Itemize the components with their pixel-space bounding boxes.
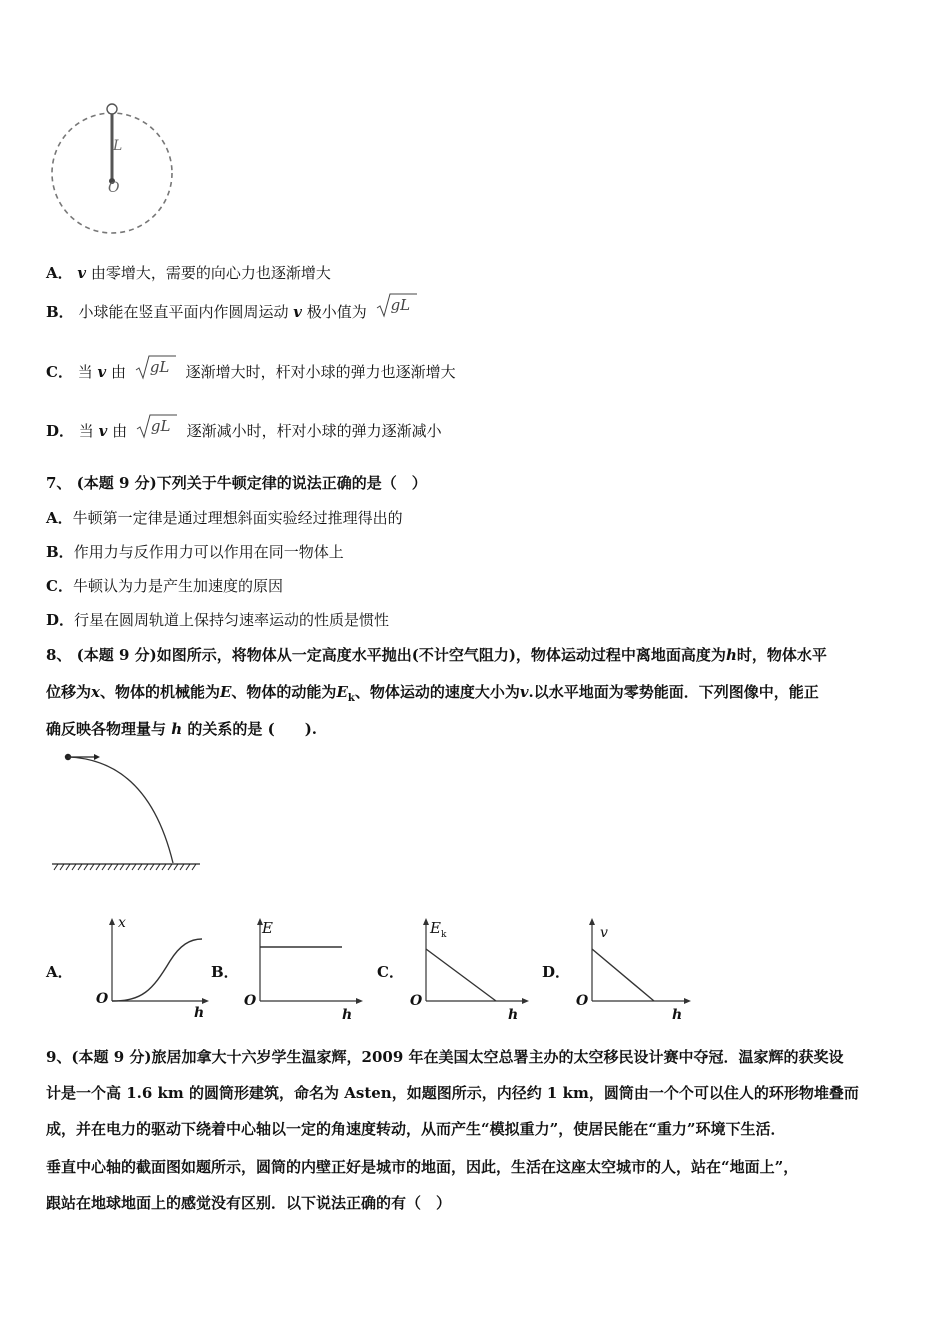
option-text: 作用力与反作用力可以作用在同一物体上 bbox=[73, 543, 344, 561]
q8-text: 时，物体水平 bbox=[736, 646, 827, 664]
q8-text: 确反映各物理量与 bbox=[46, 720, 167, 738]
q8-text: 8、 (本题 9 分)如图所示，将物体从一定高度水平抛出(不计空气阻力)，物体运动过程中离地面高度为 bbox=[46, 646, 726, 664]
origin-label: O bbox=[410, 993, 423, 1009]
option-label: B． bbox=[46, 543, 74, 561]
q8-text: .以水平地面为零势能面．下列图像中，能正 bbox=[528, 683, 819, 701]
option-label: A． bbox=[46, 264, 73, 282]
variable-v: v bbox=[98, 422, 108, 440]
x-axis-label: h bbox=[672, 1007, 683, 1023]
q7-option-b bbox=[46, 541, 344, 562]
projectile-figure bbox=[48, 745, 208, 875]
q7-option-c bbox=[46, 575, 283, 596]
variable-v: v bbox=[293, 303, 302, 321]
variable-E: E bbox=[219, 683, 232, 701]
sqrt-radicand: gL bbox=[150, 417, 171, 435]
variable-x: x bbox=[91, 683, 100, 701]
variable-Ek: E bbox=[336, 683, 348, 701]
graph-c bbox=[406, 915, 531, 1025]
q8-text: 、物体的动能为 bbox=[231, 683, 337, 701]
graph-option-d-label: D． bbox=[542, 963, 571, 981]
option-label: C． bbox=[46, 577, 73, 595]
option-text: 由 bbox=[111, 363, 127, 381]
q8-text: 的关系的是 ( ). bbox=[187, 720, 318, 738]
q8-text: 位移为 bbox=[46, 683, 92, 701]
option-text: 由零增大，需要的向心力也逐渐增大 bbox=[90, 264, 331, 282]
option-label: C． bbox=[46, 363, 73, 381]
graph-a bbox=[92, 915, 212, 1025]
sqrt-radicand: gL bbox=[149, 358, 170, 376]
sqrt-gl bbox=[136, 413, 178, 439]
option-label: B． bbox=[46, 303, 74, 321]
variable-h: h bbox=[725, 646, 737, 664]
option-text: 牛顿第一定律是通过理想斜面实验经过推理得出的 bbox=[72, 509, 403, 527]
vertical-circle-figure bbox=[40, 95, 185, 245]
q9-line-2: 计是一个高 1.6 km 的圆筒形建筑，命名为 Asten，如题图所示，内径约 1 km，圆筒由一个个可以住人的环形物堆叠而 bbox=[46, 1084, 859, 1102]
sqrt-gl bbox=[376, 292, 418, 318]
option-text: 极小值为 bbox=[306, 303, 367, 321]
y-axis-label: v bbox=[600, 925, 608, 941]
q8-stem-line3 bbox=[46, 718, 317, 739]
origin-label: O bbox=[576, 993, 589, 1009]
variable-h: h bbox=[171, 720, 183, 738]
q9-line-3: 成，并在电力的驱动下绕着中心轴以一定的角速度转动，从而产生“模拟重力”，使居民能在“重力”环境下生活． bbox=[46, 1120, 786, 1138]
subscript-k: k bbox=[347, 693, 355, 704]
q9-line-4: 垂直中心轴的截面图如题所示，圆筒的内壁正好是城市的地面，因此，生活在这座太空城市的人，站在“地面上”， bbox=[46, 1158, 799, 1176]
x-axis-label: h bbox=[508, 1007, 519, 1023]
option-text: 由 bbox=[112, 422, 128, 440]
option-label: D． bbox=[46, 422, 75, 440]
q6-option-c bbox=[46, 360, 456, 386]
origin-label: O bbox=[96, 991, 109, 1007]
option-text-pre: 当 bbox=[78, 422, 94, 440]
option-label: D． bbox=[46, 611, 75, 629]
x-axis-label: h bbox=[342, 1007, 353, 1023]
q9-line-5: 跟站在地球地面上的感觉没有区别．以下说法正确的有（ ） bbox=[46, 1194, 452, 1212]
q8-stem-line1 bbox=[46, 644, 827, 665]
q7-stem: 7、 (本题 9 分)下列关于牛顿定律的说法正确的是（ ） bbox=[46, 474, 427, 492]
option-text-post: 逐渐增大时，杆对小球的弹力也逐渐增大 bbox=[185, 363, 456, 381]
sqrt-radicand: gL bbox=[390, 296, 411, 314]
graph-d bbox=[572, 915, 697, 1025]
origin-label: O bbox=[244, 993, 257, 1009]
sqrt-gl bbox=[135, 354, 177, 380]
x-axis-label: h bbox=[194, 1005, 205, 1021]
q6-option-d bbox=[46, 419, 442, 445]
q9-line-1: 9、(本题 9 分)旅居加拿大十六岁学生温家辉，2009 年在美国太空总署主办的太空移民设计赛中夺冠．温家辉的获奖设 bbox=[46, 1048, 844, 1066]
option-text-pre: 当 bbox=[77, 363, 93, 381]
q8-stem-line2 bbox=[46, 681, 819, 704]
q6-option-b bbox=[46, 296, 422, 326]
graph-option-a-label: A． bbox=[46, 963, 73, 981]
option-text-pre: 小球能在竖直平面内作圆周运动 bbox=[78, 303, 289, 321]
graph-option-b-label: B． bbox=[211, 963, 239, 981]
graph-b bbox=[240, 915, 365, 1025]
option-label: A． bbox=[46, 509, 73, 527]
rod-label: L bbox=[113, 138, 123, 154]
variable-v: v bbox=[97, 363, 107, 381]
q7-option-d bbox=[46, 609, 389, 630]
variable-v: v bbox=[77, 264, 87, 282]
graph-option-c-label: C． bbox=[377, 963, 404, 981]
y-axis-label: $E_k$ bbox=[430, 919, 447, 940]
q7-option-a bbox=[46, 507, 403, 528]
y-axis-label: E bbox=[262, 919, 273, 937]
option-text: 行星在圆周轨道上保持匀速率运动的性质是惯性 bbox=[74, 611, 390, 629]
q8-text: 、物体运动的速度大小为 bbox=[354, 683, 520, 701]
center-label: O bbox=[108, 180, 120, 196]
variable-v: v bbox=[519, 683, 529, 701]
option-text-post: 逐渐减小时，杆对小球的弹力逐渐减小 bbox=[186, 422, 442, 440]
option-text: 牛顿认为力是产生加速度的原因 bbox=[72, 577, 283, 595]
q6-option-a bbox=[46, 262, 331, 283]
y-axis-label: x bbox=[118, 915, 126, 931]
q8-text: 、物体的机械能为 bbox=[99, 683, 220, 701]
